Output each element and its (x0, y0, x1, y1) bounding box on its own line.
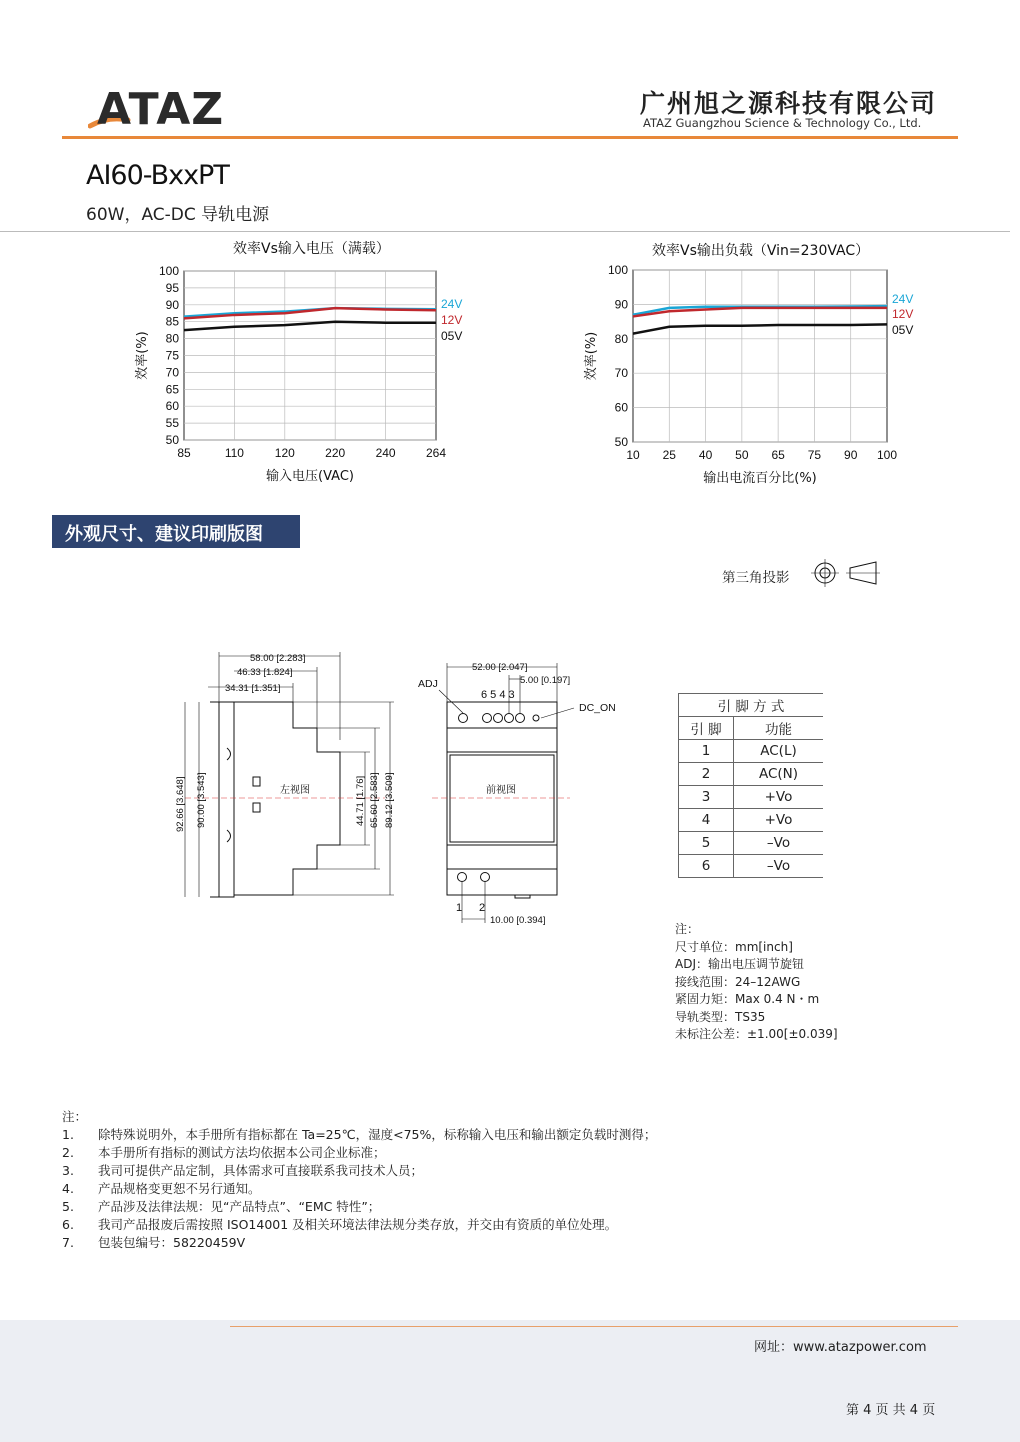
pin-number: 1 (679, 740, 734, 763)
plot-area (633, 270, 887, 442)
y-tick-label: 90 (614, 297, 628, 312)
table-row (679, 832, 824, 855)
table-row (679, 809, 824, 832)
note-text: 我司可提供产品定制，具体需求可直接联系我司技术人员； (98, 1163, 424, 1178)
top-pin-numbers: 6 5 4 3 (481, 689, 515, 701)
note-number: 2. (62, 1145, 74, 1160)
y-tick-label: 60 (165, 399, 179, 414)
note-number: 3. (62, 1163, 74, 1178)
x-tick-label: 90 (844, 448, 858, 462)
pin-number: 6 (679, 855, 734, 878)
y-axis-label: 效率(%) (584, 331, 599, 381)
page-number: 第 4 页 共 4 页 (846, 1403, 936, 1418)
pin-number: 2 (679, 763, 734, 786)
dim-width-total: 58.00 [2.283] (250, 653, 306, 664)
x-tick-label: 25 (662, 448, 676, 462)
front-view (447, 702, 557, 898)
y-tick-label: 70 (165, 365, 179, 380)
drawing-notes (675, 921, 838, 1044)
product-subtitle: 60W，AC-DC 导轨电源 (86, 205, 270, 225)
y-tick-label: 60 (614, 400, 628, 415)
drawing-note: ADJ：输出电压调节旋钮 (675, 957, 804, 971)
left-view (210, 702, 340, 897)
x-tick-label: 264 (425, 446, 447, 460)
x-axis-label: 输出电流百分比(%) (703, 471, 817, 486)
y-tick-label: 85 (165, 314, 179, 329)
legend-05V: 05V (892, 323, 914, 337)
dim-h3: 44.71 [1.76] (355, 775, 366, 826)
legend-24V: 24V (441, 297, 463, 311)
dim-front-width: 52.00 [2.047] (472, 662, 528, 673)
y-tick-label: 80 (165, 331, 179, 346)
x-tick-label: 65 (771, 448, 785, 462)
legend-12V: 12V (892, 307, 914, 321)
drawing-note: 接线范围：24–12AWG (675, 974, 801, 989)
note-text: 产品规格变更恕不另行通知。 (98, 1181, 261, 1196)
third-angle-projection-icon (810, 558, 886, 590)
section-title: 外观尺寸、建议印刷版图 (65, 524, 263, 545)
company-name-cn: 广州旭之源科技有限公司 (640, 89, 938, 118)
x-tick-label: 240 (375, 446, 396, 460)
x-tick-label: 110 (224, 446, 244, 460)
pin-function: –Vo (734, 855, 824, 878)
table-row (679, 855, 824, 878)
website-link[interactable]: 网址：www.atazpower.com (754, 1340, 927, 1355)
drawing-note: 紧固力矩：Max 0.4 N・m (675, 992, 820, 1006)
x-tick-label: 220 (325, 446, 346, 460)
pin-table-col-pin: 引 脚 (679, 717, 734, 740)
pin-function: +Vo (734, 809, 824, 832)
legend-12V: 12V (441, 313, 463, 327)
drawing-note: 注： (675, 922, 700, 936)
note-text: 除特殊说明外，本手册所有指标都在 Ta=25℃，湿度<75%，标称输入电压和输出额定负载时测得； (98, 1127, 657, 1142)
company-name-en: ATAZ Guangzhou Science & Technology Co., Ltd. (643, 116, 922, 130)
section-banner (52, 515, 300, 548)
pin-number: 5 (679, 832, 734, 855)
pin-number: 4 (679, 809, 734, 832)
pin-function: –Vo (734, 832, 824, 855)
legend-05V: 05V (441, 329, 463, 343)
note-number: 4. (62, 1181, 74, 1196)
note-number: 7. (62, 1235, 74, 1250)
table-row (679, 786, 824, 809)
x-tick-label: 40 (698, 448, 713, 462)
table-row (679, 763, 824, 786)
y-tick-label: 70 (614, 366, 628, 381)
x-axis-label: 输入电压(VAC) (266, 469, 354, 484)
x-tick-label: 75 (807, 448, 822, 462)
left-dims (185, 652, 394, 897)
pin-function: AC(L) (734, 740, 824, 763)
y-tick-label: 50 (165, 433, 179, 447)
y-tick-label: 90 (165, 297, 179, 312)
logo: ATAZ (97, 84, 225, 135)
pin-table (678, 693, 823, 878)
front-view-label: 前视图 (486, 785, 516, 796)
dc-on-label: DC_ON (579, 702, 616, 714)
projection-label: 第三角投影 (722, 570, 790, 586)
pin2-label: 2 (479, 902, 486, 914)
dim-h5: 89.12 [3.509] (384, 772, 395, 828)
mechanical-drawing (170, 640, 640, 940)
note-text: 包装包编号：58220459V (98, 1235, 246, 1250)
y-tick-label: 55 (165, 416, 179, 431)
chart1-title: 效率Vs输入电压（满载） (233, 241, 390, 257)
x-tick-label: 120 (274, 446, 295, 460)
x-tick-label: 85 (177, 446, 191, 460)
pin-table-title: 引 脚 方 式 (679, 694, 824, 717)
y-tick-label: 50 (614, 435, 628, 449)
x-tick-label: 50 (735, 448, 749, 462)
y-tick-label: 100 (607, 263, 628, 277)
pin1-label: 1 (456, 902, 463, 914)
y-tick-label: 100 (158, 264, 179, 278)
note-text: 我司产品报废后需按照 ISO14001 及相关环境法律法规分类存放，并交由有资质的单位处理。 (98, 1217, 618, 1232)
x-tick-label: 10 (626, 448, 640, 462)
pin-function: +Vo (734, 786, 824, 809)
pin-table-col-func: 功能 (734, 717, 824, 740)
y-axis-label: 效率(%) (135, 331, 150, 380)
dim-pitch-top: 5.00 [0.197] (520, 675, 571, 686)
product-model: AI60-BxxPT (86, 160, 229, 191)
header-divider (62, 136, 958, 139)
dim-width-small: 34.31 [1.351] (225, 683, 281, 694)
y-tick-label: 75 (165, 348, 179, 363)
note-number: 6. (62, 1217, 74, 1232)
pin-function: AC(N) (734, 763, 824, 786)
chart2-title: 效率Vs输出负载（Vin=230VAC） (652, 243, 870, 259)
dim-h2: 90.00 [3.543] (196, 772, 207, 828)
x-tick-label: 100 (876, 448, 898, 462)
left-view-label: 左视图 (280, 785, 310, 796)
pin-number: 3 (679, 786, 734, 809)
dim-h4: 65.60 [2.583] (369, 772, 380, 828)
y-tick-label: 95 (165, 280, 179, 295)
notes-heading: 注： (62, 1109, 88, 1124)
drawing-note: 导轨类型：TS35 (675, 1009, 766, 1024)
y-tick-label: 65 (165, 382, 179, 397)
subtitle-divider (0, 231, 1010, 232)
note-text: 产品涉及法律法规：见“产品特点”、“EMC 特性”； (98, 1199, 381, 1214)
chart2 (580, 255, 940, 495)
dim-width-mid: 46.33 [1.824] (237, 667, 293, 678)
note-number: 5. (62, 1199, 74, 1214)
y-tick-label: 80 (614, 331, 628, 346)
note-number: 1. (62, 1127, 74, 1142)
legend-24V: 24V (892, 292, 914, 306)
chart1 (120, 255, 480, 495)
drawing-note: 未标注公差：±1.00[±0.039] (675, 1027, 838, 1041)
dim-pitch-bottom: 10.00 [0.394] (490, 915, 546, 926)
drawing-note: 尺寸单位：mm[inch] (675, 939, 793, 954)
footer-divider (230, 1326, 958, 1327)
table-row (679, 740, 824, 763)
note-text: 本手册所有指标的测试方法均依据本公司企业标准； (98, 1145, 386, 1160)
dim-h1: 92.66 [3.648] (175, 776, 186, 832)
adj-label: ADJ (418, 678, 438, 690)
